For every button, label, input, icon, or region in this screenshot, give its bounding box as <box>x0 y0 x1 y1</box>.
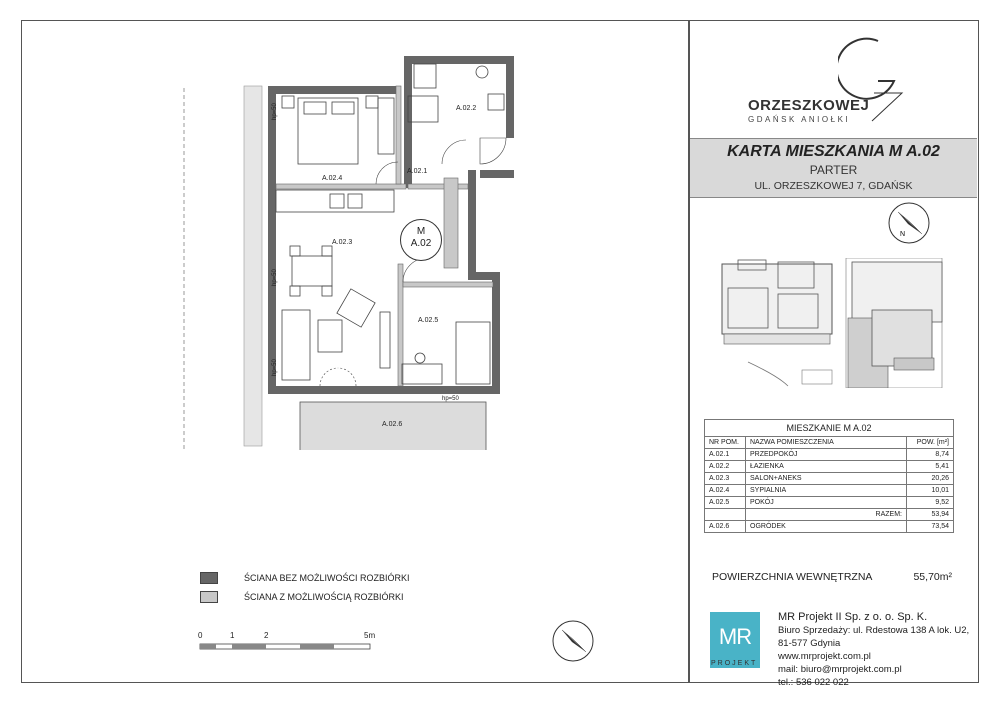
company-office-2: 81-577 Gdynia <box>778 638 841 649</box>
room5-furniture <box>402 322 490 384</box>
brand-sub: GDAŃSK ANIOŁKI <box>748 115 851 124</box>
unit-badge <box>400 219 442 261</box>
company-mail[interactable]: mail: biuro@mrprojekt.com.pl <box>778 664 902 675</box>
sheet-divider <box>688 20 690 683</box>
floor-plan <box>180 50 520 450</box>
row-nr: A.02.6 <box>705 521 746 533</box>
terrace-door-left <box>320 368 338 386</box>
company-tel[interactable]: tel.: 536 022 022 <box>778 677 849 688</box>
table-row <box>705 449 954 461</box>
col-area: POW. [m²] <box>907 437 954 449</box>
compass-label: N <box>900 231 906 238</box>
row-name: ŁAZIENKA <box>746 461 907 473</box>
room-table-caption: MIESZKANIE M A.02 <box>705 420 954 437</box>
hp-label-3: hp=50 <box>272 359 278 376</box>
room-label-a024: A.02.4 <box>322 175 343 182</box>
scale-tick-0: 0 <box>198 631 203 640</box>
building-thumbnail-right <box>842 258 952 388</box>
table-row <box>705 473 954 485</box>
entrance-door <box>480 138 506 164</box>
scale-tick-2: 2 <box>264 631 269 640</box>
interior-area <box>712 571 952 583</box>
company-name: MR Projekt II Sp. z o. o. Sp. K. <box>778 611 928 623</box>
sheet-title: KARTA MIESZKANIA M A.02 <box>727 143 940 160</box>
hp-label-1: hp=50 <box>272 103 278 120</box>
row-nr: A.02.4 <box>705 485 746 497</box>
col-name: NAZWA POMIESZCZENIA <box>746 437 907 449</box>
legend <box>200 568 410 606</box>
table-row <box>705 485 954 497</box>
room-label-a026: A.02.6 <box>382 421 403 428</box>
total-value: 53,94 <box>907 509 954 521</box>
company-web[interactable]: www.mrprojekt.com.pl <box>778 651 871 662</box>
hp-label-4: hp=50 <box>442 396 459 402</box>
row-area: 10,01 <box>907 485 954 497</box>
compass-bottom-icon <box>550 618 596 669</box>
company-logo-text: MR <box>718 624 752 649</box>
removable-walls <box>276 86 493 386</box>
room-label-a022: A.02.2 <box>456 105 477 112</box>
unit-badge-code: A.02 <box>410 238 432 249</box>
building-thumbnail-left <box>718 258 843 388</box>
scale-tick-5: 5m <box>364 631 376 640</box>
table-total-row <box>705 509 954 521</box>
unit-badge-m: M <box>416 226 426 237</box>
interior-area-label: POWIERZCHNIA WEWNĘTRZNA <box>712 571 873 583</box>
brand-name: ORZESZKOWEJ <box>748 97 870 114</box>
scale-bar <box>196 630 386 654</box>
compass-icon <box>886 200 932 251</box>
terrace-door-right <box>338 368 356 386</box>
living-sofa <box>282 289 390 380</box>
total-label: RAZEM: <box>746 509 907 521</box>
row-name: SALON+ANEKS <box>746 473 907 485</box>
terrain-strip <box>244 86 262 446</box>
interior-area-value: 55,70m² <box>913 571 952 583</box>
row-area: 20,26 <box>907 473 954 485</box>
legend-removable-label: ŚCIANA Z MOŻLIWOŚCIĄ ROZBIÓRKI <box>244 591 404 602</box>
row-name: PRZEDPOKÓJ <box>746 449 907 461</box>
hp-label-2: hp=50 <box>272 269 278 286</box>
legend-fixed <box>200 568 410 587</box>
table-row <box>705 521 954 533</box>
legend-removable-swatch <box>200 591 218 603</box>
company-info <box>778 611 969 689</box>
fixed-walls <box>268 56 514 394</box>
row-name: POKÓJ <box>746 497 907 509</box>
dining-set <box>290 246 332 296</box>
room5-door <box>403 258 427 282</box>
address: UL. ORZESZKOWEJ 7, GDAŃSK <box>754 180 913 192</box>
room-table <box>704 419 954 533</box>
room-label-a023: A.02.3 <box>332 239 353 246</box>
row-area: 73,54 <box>907 521 954 533</box>
company-logo-sub: PROJEKT <box>711 660 758 667</box>
room-label-a021: A.02.1 <box>407 168 428 175</box>
row-nr: A.02.1 <box>705 449 746 461</box>
legend-fixed-label: ŚCIANA BEZ MOŻLIWOŚCI ROZBIÓRKI <box>244 572 410 583</box>
bedroom-door <box>376 162 398 184</box>
row-nr: A.02.5 <box>705 497 746 509</box>
table-row <box>705 461 954 473</box>
row-name: OGRÓDEK <box>746 521 907 533</box>
legend-removable <box>200 587 410 606</box>
title-band <box>690 138 977 198</box>
row-area: 5,41 <box>907 461 954 473</box>
row-area: 9,52 <box>907 497 954 509</box>
legend-fixed-swatch <box>200 572 218 584</box>
company-office-1: Biuro Sprzedaży: ul. Rdestowa 138 A lok. U2, <box>778 625 970 636</box>
bath-door <box>442 140 466 164</box>
table-row <box>705 497 954 509</box>
row-area: 8,74 <box>907 449 954 461</box>
scale-tick-1: 1 <box>230 631 235 640</box>
row-name: SYPIALNIA <box>746 485 907 497</box>
row-nr: A.02.3 <box>705 473 746 485</box>
col-nr: NR POM. <box>705 437 746 449</box>
bedroom-bed <box>282 96 394 164</box>
floor-label: PARTER <box>809 163 858 177</box>
bathroom-fixtures <box>408 64 504 122</box>
brand <box>748 97 888 124</box>
kitchen-counter <box>276 190 394 212</box>
row-nr: A.02.2 <box>705 461 746 473</box>
room-label-a025: A.02.5 <box>418 317 439 324</box>
